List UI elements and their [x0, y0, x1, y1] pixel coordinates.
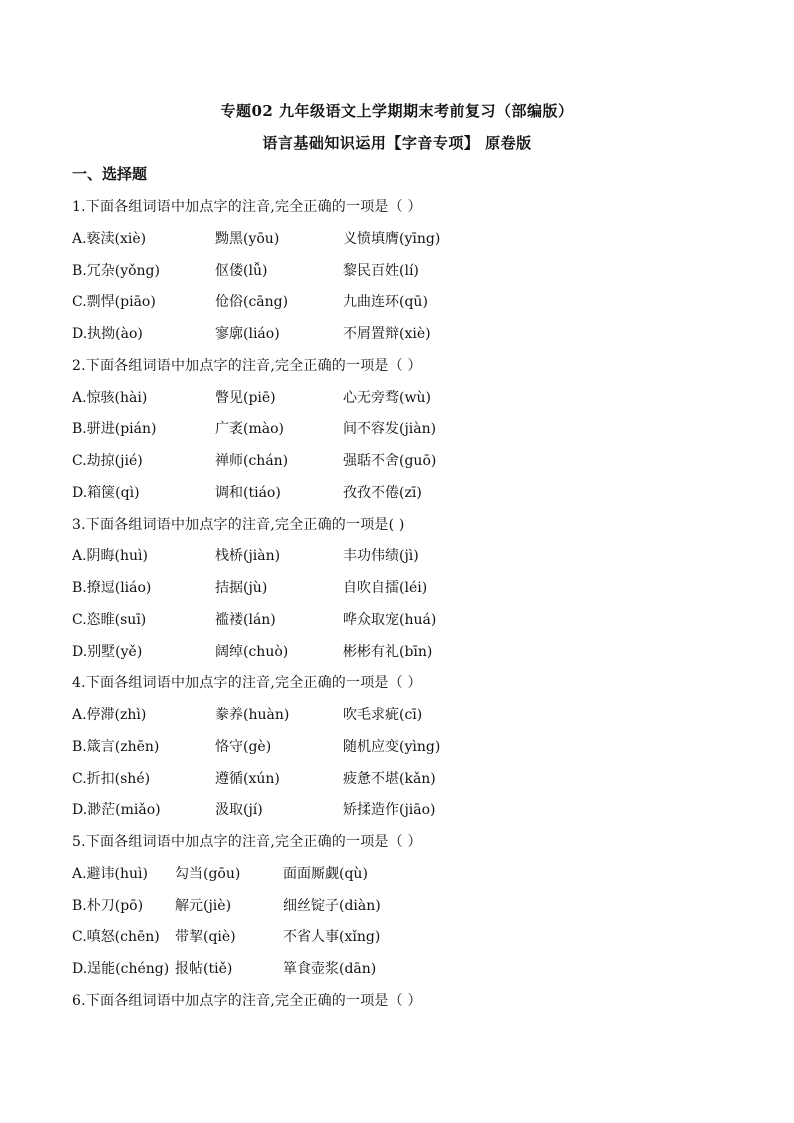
- question-stem: 4.下面各组词语中加点字的注音,完全正确的一项是（ ）: [72, 675, 422, 692]
- option-label-word: A.避讳(huì): [72, 865, 148, 882]
- option-word: 哗众取宠(huá): [343, 611, 437, 628]
- option-word: 间不容发(jiàn): [343, 421, 437, 438]
- option-label-word: C.剽悍(piāo): [72, 294, 156, 311]
- option-word: 箪食壶浆(dān): [283, 961, 377, 977]
- option-label-word: B.朴刀(pō): [72, 897, 144, 914]
- option-word: 解元(jiè): [175, 897, 232, 914]
- option-row: [72, 926, 722, 948]
- option-word: 随机应变(yìng): [343, 738, 441, 755]
- option-row: [72, 768, 722, 790]
- option-word: 自吹自擂(léi): [343, 580, 428, 596]
- document-subtitle: 语言基础知识运用【字音专项】 原卷版: [262, 134, 532, 152]
- option-label-word: C.折扣(shé): [72, 770, 151, 787]
- option-word: 不屑置辩(xiè): [343, 326, 431, 342]
- option-label-word: D.渺茫(miǎo): [72, 802, 161, 819]
- question-stem: 5.下面各组词语中加点字的注音,完全正确的一项是（ ）: [72, 834, 422, 850]
- option-label-word: B.箴言(zhēn): [72, 738, 160, 755]
- document-title: 专题02 九年级语文上学期期末考前复习（部编版）: [220, 102, 574, 120]
- option-word: 伧俗(cāng): [215, 294, 289, 311]
- option-word: 心无旁骛(wù): [343, 389, 431, 406]
- option-word: 面面厮觑(qù): [283, 865, 368, 882]
- section-heading: 一、选择题: [72, 165, 148, 183]
- option-word: 黎民百姓(lí): [343, 262, 419, 279]
- option-row: [72, 958, 722, 980]
- option-word: 义愤填膺(yīng): [343, 230, 441, 247]
- option-label-word: B.撩逗(liáo): [72, 580, 152, 596]
- option-word: 矫揉造作(jiāo): [343, 802, 436, 819]
- question-stem: 6.下面各组词语中加点字的注音,完全正确的一项是（ ）: [72, 992, 422, 1009]
- option-row: [72, 895, 722, 917]
- option-label-word: C.劫掠(jié): [72, 453, 143, 469]
- option-label-word: D.别墅(yě): [72, 643, 143, 660]
- option-word: 恪守(gè): [215, 738, 272, 755]
- option-row: [72, 609, 722, 631]
- option-label-word: A.亵渎(xiè): [72, 230, 147, 247]
- option-row: [72, 641, 722, 663]
- question-stem: 1.下面各组词语中加点字的注音,完全正确的一项是（ ）: [72, 199, 422, 215]
- option-word: 九曲连环(qū): [343, 294, 428, 311]
- option-word: 调和(tiáo): [215, 484, 281, 501]
- option-word: 报帖(tiě): [175, 961, 233, 977]
- option-word: 寥廓(liáo): [215, 326, 280, 342]
- option-word: 疲惫不堪(kǎn): [343, 770, 436, 787]
- option-label-word: C.恣睢(suī): [72, 611, 147, 628]
- option-word: 阔绰(chuò): [215, 643, 289, 660]
- option-word: 勾当(gōu): [175, 865, 241, 882]
- option-word: 伛偻(lǚ): [215, 262, 268, 279]
- option-label-word: A.惊骇(hài): [72, 389, 148, 406]
- option-label-word: A.停滞(zhì): [72, 707, 147, 723]
- option-word: 拮据(jù): [215, 580, 268, 596]
- option-word: 禅师(chán): [215, 453, 289, 469]
- option-row: [72, 863, 722, 885]
- option-word: 褴褛(lán): [215, 611, 276, 628]
- option-label-word: B.骈进(pián): [72, 421, 157, 438]
- option-row: [72, 482, 722, 504]
- option-word: 瞥见(piē): [215, 389, 276, 406]
- option-label-word: C.嗔怒(chēn): [72, 929, 160, 946]
- option-row: [72, 260, 722, 282]
- option-row: [72, 418, 722, 440]
- option-row: [72, 545, 722, 567]
- option-row: [72, 799, 722, 821]
- option-row: [72, 450, 722, 472]
- option-row: [72, 387, 722, 409]
- option-word: 丰功伟绩(jì): [343, 548, 419, 565]
- option-word: 遵循(xún): [215, 770, 280, 787]
- option-word: 汲取(jí): [215, 802, 263, 819]
- option-word: 强聒不舍(guō): [343, 453, 437, 469]
- option-row: [72, 228, 722, 250]
- option-row: [72, 736, 722, 758]
- option-row: [72, 291, 722, 313]
- option-word: 细丝锭子(diàn): [283, 897, 381, 914]
- option-label-word: D.执拗(ào): [72, 326, 143, 342]
- option-label-word: D.箱箧(qì): [72, 484, 140, 501]
- option-word: 不省人事(xǐng): [283, 929, 381, 946]
- option-label-word: D.逞能(chéng): [72, 961, 170, 977]
- option-row: [72, 704, 722, 726]
- option-word: 广袤(mào): [215, 421, 284, 438]
- option-word: 孜孜不倦(zī): [343, 484, 422, 501]
- option-row: [72, 577, 722, 599]
- option-word: 彬彬有礼(bīn): [343, 643, 433, 660]
- option-row: [72, 323, 722, 345]
- option-word: 吹毛求疵(cī): [343, 707, 423, 723]
- option-word: 黝黑(yōu): [215, 230, 280, 247]
- option-word: 豢养(huàn): [215, 707, 290, 723]
- question-stem: 3.下面各组词语中加点字的注音,完全正确的一项是( ): [72, 516, 405, 533]
- option-label-word: B.冗杂(yǒng): [72, 262, 160, 279]
- option-word: 带挈(qiè): [175, 929, 236, 946]
- option-word: 栈桥(jiàn): [215, 548, 281, 565]
- question-stem: 2.下面各组词语中加点字的注音,完全正确的一项是（ ）: [72, 357, 422, 374]
- option-label-word: A.阴晦(huì): [72, 548, 148, 565]
